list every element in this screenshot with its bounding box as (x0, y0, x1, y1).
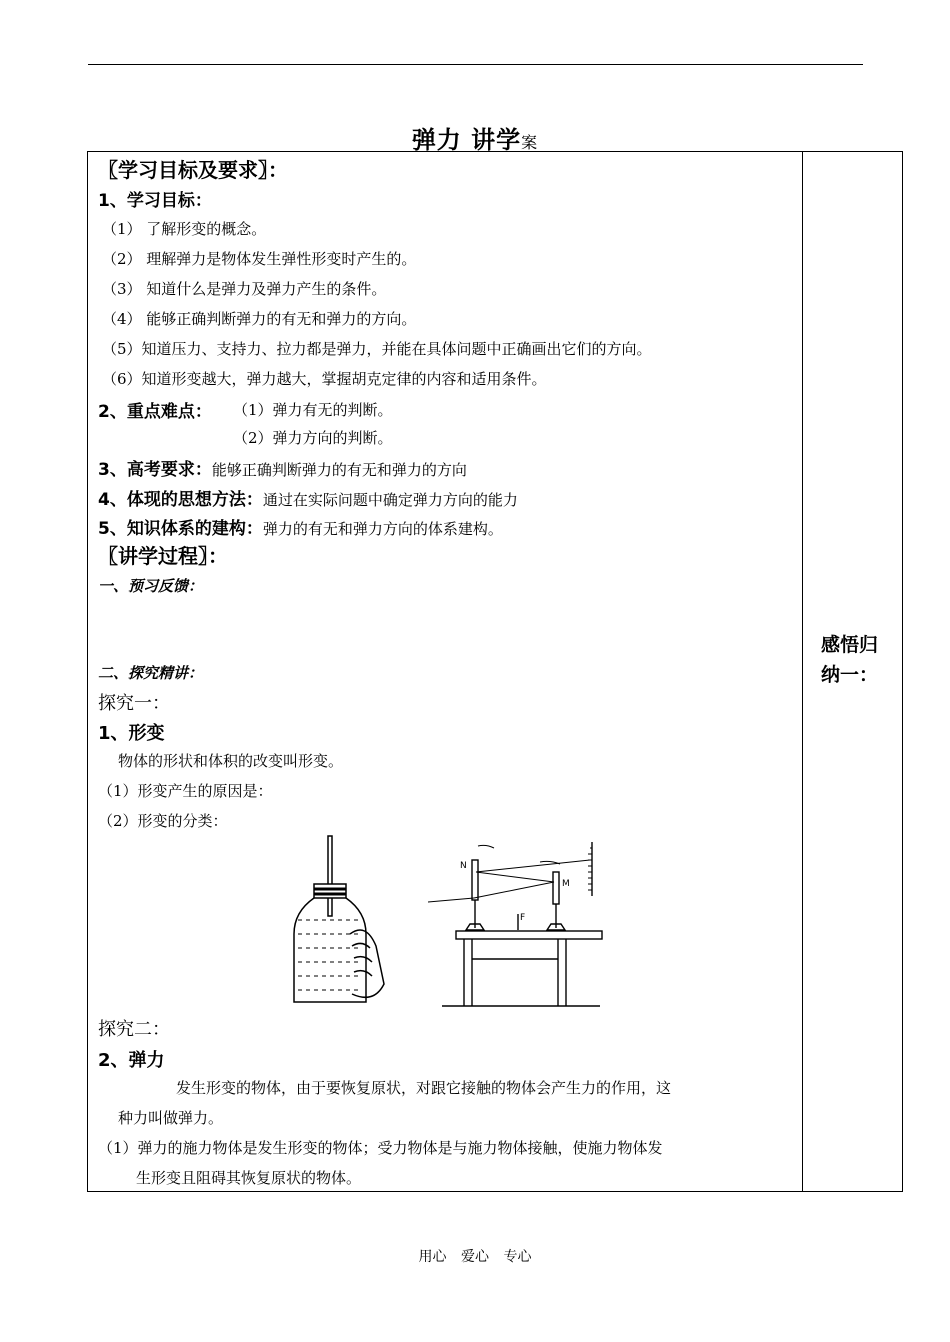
system-label: 5、知识体系的建构： (98, 519, 263, 539)
page-footer: 用心 爱心 专心 (418, 1249, 532, 1265)
content-table (87, 151, 903, 1192)
goal-item: （2） 理解弹力是物体发生弹性形变时产生的。 (102, 250, 417, 268)
label-n: N (460, 861, 467, 871)
side-note: 感悟归纳一： (821, 634, 879, 686)
deform-cause: （1）形变产生的原因是： (98, 782, 273, 800)
goal-item: （1） 了解形变的概念。 (102, 220, 267, 238)
explore2-label: 探究二： (98, 1019, 170, 1040)
elastic-definition-cont: 种力叫做弹力。 (118, 1109, 224, 1127)
method-label: 4、体现的思想方法： (98, 490, 263, 510)
exam-text: 能够正确判断弹力的有无和弹力的方向 (211, 461, 467, 479)
page-title: 弹力 讲学案 (411, 125, 539, 154)
label-f: F (520, 913, 526, 923)
elastic-point-1-cont: 生形变且阻碍其恢复原状的物体。 (136, 1169, 362, 1187)
deform-definition: 物体的形状和体积的改变叫形变。 (118, 752, 344, 770)
system-text: 弹力的有无和弹力方向的体系建构。 (262, 520, 503, 538)
process-header: 〖讲学过程〗： (98, 544, 228, 568)
explore1-label: 探究一： (98, 693, 170, 714)
preview-heading: 一、预习反馈： (98, 577, 204, 595)
goal-item: （6）知道形变越大，弹力越大，掌握胡克定律的内容和适用条件。 (102, 370, 547, 388)
method-text: 通过在实际问题中确定弹力方向的能力 (262, 491, 518, 509)
key-item: （1）弹力有无的判断。 (233, 401, 393, 419)
bottle-figure (288, 834, 408, 1009)
explore-heading: 二、探究精讲： (98, 664, 204, 682)
column-divider (802, 152, 803, 1191)
header-rule (88, 64, 863, 65)
elastic-definition: 发生形变的物体，由于要恢复原状，对跟它接触的物体会产生力的作用，这 (176, 1079, 672, 1097)
goal-item: （5）知道压力、支持力、拉力都是弹力，并能在具体问题中正确画出它们的方向。 (102, 340, 652, 358)
goals-header: 〖学习目标及要求〗： (98, 158, 288, 182)
goal-item: （3） 知道什么是弹力及弹力产生的条件。 (102, 280, 387, 298)
mirror-table-figure (428, 834, 603, 1009)
goals-label: 1、学习目标： (98, 191, 212, 211)
key-label: 2、重点难点： (98, 402, 212, 422)
key-item: （2）弹力方向的判断。 (233, 429, 393, 447)
deform-title: 1、形变 (98, 723, 165, 744)
title-suffix: 案 (521, 133, 539, 152)
elastic-title: 2、弹力 (98, 1050, 165, 1071)
elastic-point-1: （1）弹力的施力物体是发生形变的物体；受力物体是与施力物体接触，使施力物体发 (98, 1139, 663, 1157)
deform-class: （2）形变的分类： (98, 812, 228, 830)
label-m: M (562, 879, 570, 889)
exam-label: 3、高考要求： (98, 460, 212, 480)
goal-item: （4） 能够正确判断弹力的有无和弹力的方向。 (102, 310, 417, 328)
